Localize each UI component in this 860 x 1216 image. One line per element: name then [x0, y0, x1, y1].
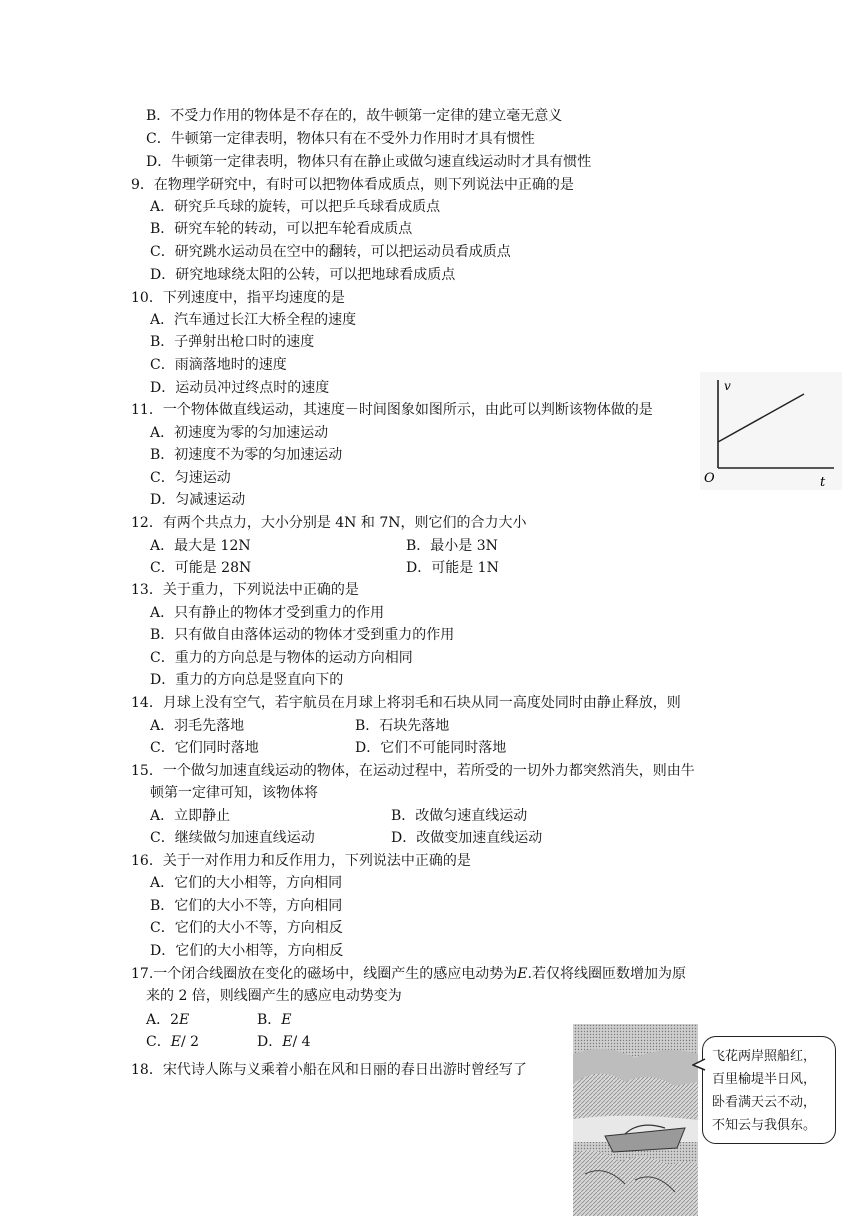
q16-option-c: C．它们的大小不等，方向相反 [150, 920, 343, 936]
q11-option-b: B．初速度不为零的匀加速运动 [150, 447, 343, 463]
poem-line-4: 不知云与我俱东。 [712, 1118, 817, 1133]
q14-stem: 14．月球上没有空气，若宇航员在月球上将羽毛和石块从同一高度处同时由静止释放，则 [131, 695, 681, 711]
velocity-time-graph [700, 372, 842, 490]
t-axis-label: t [820, 475, 826, 490]
q17-option-d [257, 1032, 311, 1052]
q9-option-d: D．研究地球绕太阳的公转，可以把地球看成质点 [150, 267, 456, 283]
q14-option-b: B．石块先落地 [355, 718, 450, 734]
q15-option-a: A．立即静止 [150, 808, 231, 824]
q10-option-c: C．雨滴落地时的速度 [150, 357, 287, 373]
v-axis-label: v [724, 379, 731, 393]
q17-stem-part1: 17.一个闭合线圈放在变化的磁场中，线圈产生的感应电动势为 [131, 966, 518, 982]
q17-stem-line1 [131, 964, 686, 984]
q11-stem: 11．一个物体做直线运动，其速度－时间图象如图所示，由此可以判断该物体做的是 [131, 402, 653, 418]
q17-option-d-var: E [282, 1034, 293, 1050]
q17-option-a-label: A． [146, 1012, 171, 1028]
q15-stem-line2: 顿第一定律可知，该物体将 [150, 785, 318, 801]
q15-option-b: B．改做匀速直线运动 [391, 808, 528, 824]
q12-option-c: C．可能是 28N [150, 560, 252, 576]
q9-option-c: C．研究跳水运动员在空中的翻转，可以把运动员看成质点 [150, 244, 511, 260]
q15-option-d: D．改做变加速直线运动 [391, 830, 543, 846]
q12-option-a: A．最大是 12N [150, 538, 251, 554]
q17-option-c [146, 1032, 199, 1052]
q13-option-c: C．重力的方向总是与物体的运动方向相同 [150, 650, 413, 666]
q9-option-a: A．研究乒乓球的旋转，可以把乒乓球看成质点 [150, 199, 441, 215]
q17-option-d-label: D． [257, 1034, 283, 1050]
q13-option-d: D．重力的方向总是竖直向下的 [150, 672, 344, 688]
q10-option-b: B．子弹射出枪口时的速度 [150, 334, 315, 350]
q14-option-c: C．它们同时落地 [150, 740, 259, 756]
q17-option-c-frac: / 2 [180, 1034, 200, 1050]
q16-option-a: A．它们的大小相等，方向相同 [150, 875, 343, 891]
q16-option-b: B．它们的大小不等，方向相同 [150, 898, 343, 914]
q8-option-d: D．牛顿第一定律表明，物体只有在静止或做匀速直线运动时才具有惯性 [146, 154, 592, 170]
q17-var-e: E [517, 966, 528, 982]
q17-option-a-var: E [179, 1012, 190, 1028]
q11-option-c: C．匀速运动 [150, 470, 231, 486]
q15-option-c: C．继续做匀加速直线运动 [150, 830, 315, 846]
poem-line-1: 飞花两岸照船红， [712, 1049, 817, 1064]
q17-stem-part2: .若仅将线圈匝数增加为原 [527, 966, 686, 982]
q16-option-d: D．它们的大小相等，方向相反 [150, 943, 344, 959]
speech-bubble-tail [692, 1058, 706, 1072]
q13-stem: 13．关于重力，下列说法中正确的是 [131, 582, 359, 598]
q10-option-d: D．运动员冲过终点时的速度 [150, 380, 330, 396]
q16-stem: 16．关于一对作用力和反作用力，下列说法中正确的是 [131, 853, 471, 869]
q11-option-d: D．匀减速运动 [150, 492, 246, 508]
q9-stem: 9．在物理学研究中，有时可以把物体看成质点，则下列说法中正确的是 [131, 177, 574, 193]
q11-option-a: A．初速度为零的匀加速运动 [150, 425, 329, 441]
q15-stem-line1: 15．一个做匀加速直线运动的物体，在运动过程中，若所受的一切外力都突然消失，则由牛 [131, 763, 695, 779]
q8-option-c: C．牛顿第一定律表明，物体只有在不受外力作用时才具有惯性 [146, 131, 535, 147]
q10-stem: 10．下列速度中，指平均速度的是 [131, 290, 345, 306]
q17-option-d-frac: / 4 [292, 1034, 311, 1050]
q14-option-d: D．它们不可能同时落地 [355, 740, 507, 756]
poem-line-2: 百里榆堤半日风， [712, 1072, 817, 1087]
q12-option-b: B．最小是 3N [406, 538, 498, 554]
q12-option-d: D．可能是 1N [406, 560, 499, 576]
q17-option-b [257, 1010, 292, 1030]
q9-option-b: B．研究车轮的转动，可以把车轮看成质点 [150, 221, 413, 237]
q17-option-b-label: B． [257, 1012, 282, 1028]
q18-stem: 18．宋代诗人陈与义乘着小船在风和日丽的春日出游时曾经写了 [131, 1062, 527, 1078]
q14-option-a: A．羽毛先落地 [150, 718, 245, 734]
q17-option-c-var: E [170, 1034, 181, 1050]
q17-option-a [146, 1010, 189, 1030]
poem-line-3: 卧看满天云不动， [712, 1095, 817, 1110]
q17-option-a-coef: 2 [170, 1012, 180, 1028]
q17-option-b-var: E [281, 1012, 292, 1028]
q13-option-a: A．只有静止的物体才受到重力的作用 [150, 605, 385, 621]
q8-option-b: B．不受力作用的物体是不存在的，故牛顿第一定律的建立毫无意义 [146, 108, 563, 124]
q10-option-a: A．汽车通过长江大桥全程的速度 [150, 312, 357, 328]
q17-option-c-label: C． [146, 1034, 171, 1050]
q13-option-b: B．只有做自由落体运动的物体才受到重力的作用 [150, 627, 455, 643]
origin-label: O [704, 471, 715, 486]
q17-stem-line2: 来的 2 倍，则线圈产生的感应电动势变为 [146, 988, 402, 1004]
q12-stem: 12．有两个共点力，大小分别是 4N 和 7N，则它们的合力大小 [131, 515, 527, 531]
